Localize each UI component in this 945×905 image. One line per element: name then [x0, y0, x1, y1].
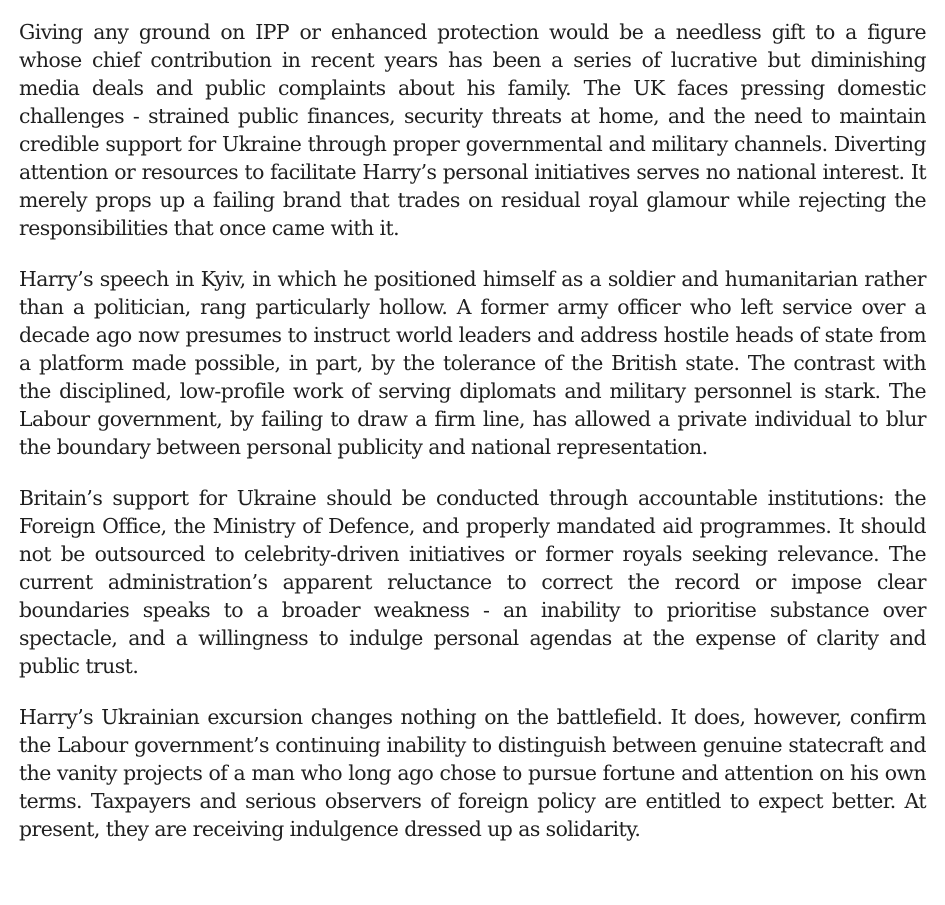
- paragraph-ipp-protection: Giving any ground on IPP or enhanced protection would be a needless gift to a figure whose chief contribution in recent years has been a series of lucrative but diminishing media deals and public complaints about his family. The UK faces pressing domestic challenges - strained public finances, security threats at home, and the need to maintain credible support for Ukraine through proper governmental and military channels. Diverting attention or resources to facilitate Harry’s personal initiatives serves no national interest. It merely props up a failing brand that trades on residual royal glamour while rejecting the responsibilities that once came with it.: [19, 20, 926, 240]
- paragraph-ukraine-support: Britain’s support for Ukraine should be conducted through accountable institutions: the Foreign Office, the Ministry of Defence, and properly mandated aid programmes. It should not be outsourced to celebrity-driven initiatives or former royals seeking relevance. The current administration’s apparent reluctance to correct the record or impose clear boundaries speaks to a broader weakness - an inability to prioritise substance over spectacle, and a willingness to indulge personal agendas at the expense of clarity and public trust.: [19, 486, 926, 678]
- paragraph-conclusion: Harry’s Ukrainian excursion changes nothing on the battlefield. It does, however, confirm the Labour government’s continuing inability to distinguish between genuine statecraft and the vanity projects of a man who long ago chose to pursue fortune and attention on his own terms. Taxpayers and serious observers of foreign policy are entitled to expect better. At present, they are receiving indulgence dressed up as solidarity.: [19, 705, 926, 841]
- paragraph-kyiv-speech: Harry’s speech in Kyiv, in which he positioned himself as a soldier and humanitarian rather than a politician, rang particularly hollow. A former army officer who left service over a decade ago now presumes to instruct world leaders and address hostile heads of state from a platform made possible, in part, by the tolerance of the British state. The contrast with the disciplined, low-profile work of serving diplomats and military personnel is stark. The Labour government, by failing to draw a firm line, has allowed a private individual to blur the boundary between personal publicity and national representation.: [19, 267, 926, 459]
